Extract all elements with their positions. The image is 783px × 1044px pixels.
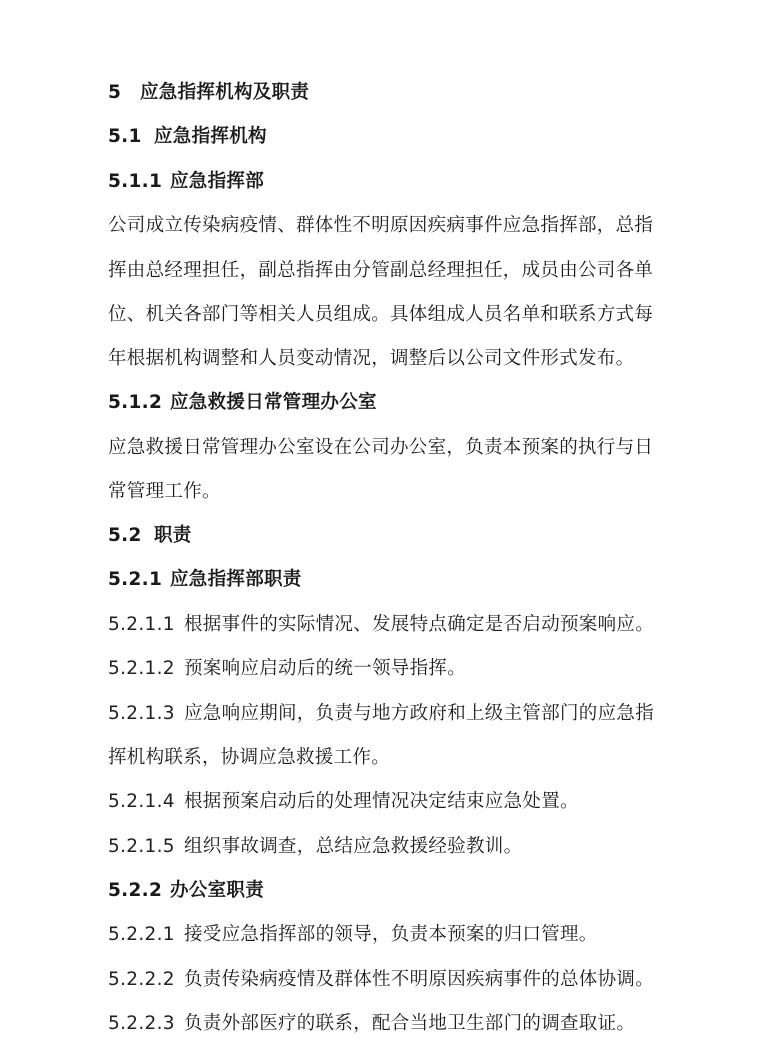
heading-section-5-2 [108, 523, 192, 549]
section-title: 应急指挥机构及职责 [140, 82, 310, 103]
section-title: 应急指挥机构 [154, 126, 267, 147]
list-item [108, 656, 466, 682]
heading-section-5-1-2 [108, 390, 377, 416]
paragraph-line: 应急救援日常管理办公室设在公司办公室，负责本预案的执行与日 [108, 437, 654, 458]
paragraph-line: 挥由总经理担任，副总指挥由分管副总经理担任，成员由公司各单 [108, 260, 654, 281]
item-text: 预案响应启动后的统一领导指挥。 [184, 658, 467, 679]
item-text: 接受应急指挥部的领导，负责本预案的归口管理。 [184, 924, 598, 945]
section-title: 应急指挥部 [170, 171, 265, 192]
heading-section-5-1-1 [108, 169, 264, 195]
section-number: 5.2 [108, 525, 142, 546]
section-title: 办公室职责 [170, 880, 265, 901]
item-text: 根据事件的实际情况、发展特点确定是否启动预案响应。 [184, 614, 655, 635]
list-item [108, 1011, 635, 1037]
item-number: 5.2.1.3 [108, 703, 175, 724]
item-text: 负责传染病疫情及群体性不明原因疾病事件的总体协调。 [184, 969, 655, 990]
list-item [108, 922, 598, 948]
item-text: 负责外部医疗的联系，配合当地卫生部门的调查取证。 [184, 1013, 636, 1034]
section-number: 5.1.1 [108, 171, 163, 192]
list-item [108, 789, 579, 815]
list-item-continuation: 挥机构联系，协调应急救援工作。 [108, 747, 391, 768]
section-number: 5.1.2 [108, 392, 163, 413]
paragraph-line: 公司成立传染病疫情、群体性不明原因疾病事件应急指挥部，总指 [108, 215, 654, 236]
heading-section-5 [108, 80, 309, 106]
list-item [108, 701, 654, 727]
paragraph-line: 常管理工作。 [108, 481, 221, 502]
section-number: 5.1 [108, 126, 142, 147]
heading-section-5-2-2 [108, 878, 264, 904]
heading-section-5-2-1 [108, 567, 302, 593]
section-title: 职责 [154, 525, 192, 546]
item-number: 5.2.1.2 [108, 658, 175, 679]
section-number: 5 [108, 82, 122, 103]
section-number: 5.2.1 [108, 569, 163, 590]
item-number: 5.2.1.5 [108, 836, 175, 857]
list-item [108, 967, 654, 993]
section-number: 5.2.2 [108, 880, 163, 901]
item-text: 根据预案启动后的处理情况决定结束应急处置。 [184, 791, 579, 812]
item-text: 组织事故调查，总结应急救援经验教训。 [184, 836, 523, 857]
item-number: 5.2.2.2 [108, 969, 175, 990]
paragraph-line: 年根据机构调整和人员变动情况，调整后以公司文件形式发布。 [108, 348, 635, 369]
paragraph-line: 位、机关各部门等相关人员组成。具体组成人员名单和联系方式每 [108, 304, 654, 325]
heading-section-5-1 [108, 124, 267, 150]
list-item [108, 834, 522, 860]
item-number: 5.2.1.4 [108, 791, 175, 812]
item-number: 5.2.1.1 [108, 614, 175, 635]
list-item [108, 612, 654, 638]
section-title: 应急救援日常管理办公室 [170, 392, 377, 413]
section-title: 应急指挥部职责 [170, 569, 302, 590]
item-number: 5.2.2.1 [108, 924, 175, 945]
item-number: 5.2.2.3 [108, 1013, 175, 1034]
item-text: 应急响应期间，负责与地方政府和上级主管部门的应急指 [184, 703, 655, 724]
